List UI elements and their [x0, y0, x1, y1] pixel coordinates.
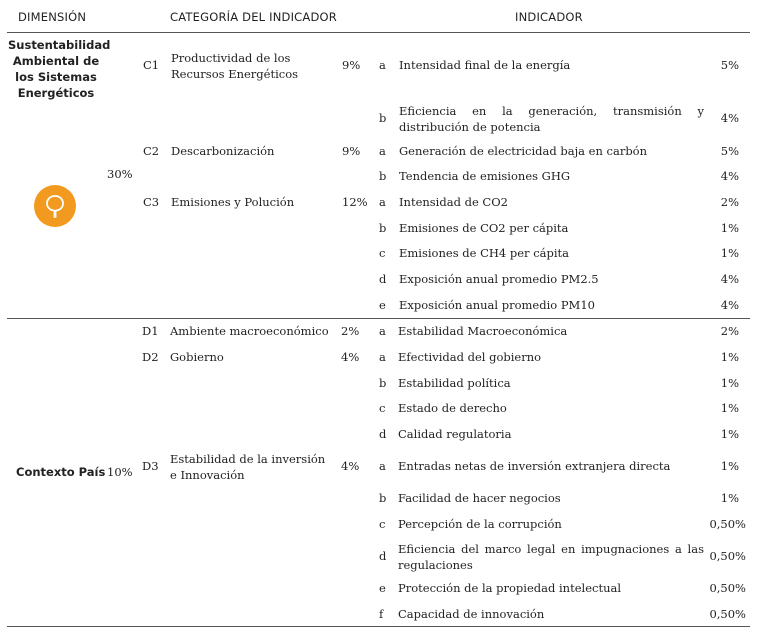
- indicator-letter: b: [379, 221, 387, 235]
- category-code: D2: [142, 350, 159, 364]
- category-name: Ambiente macroeconómico: [170, 324, 329, 338]
- indicator-weight: 4%: [720, 169, 739, 183]
- indicator-name: Tendencia de emisiones GHG: [399, 169, 571, 183]
- indicator-name: Facilidad de hacer negocios: [398, 491, 561, 505]
- indicator-letter: a: [379, 144, 386, 158]
- indicator-name: Generación de electricidad baja en carbón: [399, 144, 648, 158]
- indicator-name: Percepción de la corrupción: [398, 517, 562, 531]
- dimension-sustainability: Sustentabilidad Ambiental de los Sistemas Energéticos: [8, 38, 111, 100]
- indicator-letter: c: [379, 517, 386, 531]
- indicator-letter: b: [379, 376, 387, 390]
- indicator-letter: a: [379, 459, 386, 473]
- indicator-letter: b: [379, 111, 387, 125]
- indicator-weight: 5%: [720, 58, 739, 72]
- dimension-weight-sustainability: 30%: [107, 167, 133, 181]
- indicator-name: Exposición anual promedio PM2.5: [399, 272, 599, 286]
- indicator-letter: d: [379, 427, 387, 441]
- indicator-name: Estado de derecho: [398, 401, 507, 415]
- category-code: D1: [142, 324, 159, 338]
- indicator-name: Eficiencia del marco legal en impugnaciones a las regulaciones: [398, 542, 704, 572]
- indicator-letter: a: [379, 324, 386, 338]
- category-name: Estabilidad de la inversión e Innovación: [170, 452, 326, 482]
- indicator-weight: 5%: [720, 144, 739, 158]
- indicator-weight: 4%: [720, 298, 739, 312]
- indicator-weight: 1%: [720, 246, 739, 260]
- indicator-name: Estabilidad política: [398, 376, 511, 390]
- header-dimension: DIMENSIÓN: [18, 10, 87, 24]
- table-bottom-border: [7, 626, 750, 627]
- indicator-name: Eficiencia en la generación, transmisión y distribución de potencia: [399, 104, 704, 134]
- indicator-letter: a: [379, 58, 386, 72]
- indicator-name: Calidad regulatoria: [398, 427, 512, 441]
- dimension-weight-country-context: 10%: [107, 465, 133, 479]
- indicator-name: Protección de la propiedad intelectual: [398, 581, 622, 595]
- indicator-weight: 4%: [720, 272, 739, 286]
- category-weight: 9%: [342, 58, 361, 72]
- indicator-letter: c: [379, 246, 386, 260]
- category-code: C3: [143, 195, 160, 209]
- category-name: Emisiones y Polución: [171, 195, 295, 209]
- indicator-letter: e: [379, 581, 386, 595]
- indicator-name: Intensidad de CO2: [399, 195, 508, 209]
- indicator-weight: 0,50%: [709, 607, 746, 621]
- indicator-letter: c: [379, 401, 386, 415]
- indicator-letter: e: [379, 298, 386, 312]
- indicator-name: Exposición anual promedio PM10: [399, 298, 595, 312]
- indicator-name: Emisiones de CO2 per cápita: [399, 221, 569, 235]
- indicator-weight: 1%: [720, 350, 739, 364]
- indicator-weight: 1%: [720, 459, 739, 473]
- indicator-letter: d: [379, 272, 387, 286]
- indicator-letter: a: [379, 195, 386, 209]
- category-weight: 12%: [342, 195, 368, 209]
- indicator-weight: 1%: [720, 376, 739, 390]
- indicator-name: Emisiones de CH4 per cápita: [399, 246, 570, 260]
- indicator-weight: 1%: [720, 491, 739, 505]
- tree-icon: [34, 185, 76, 227]
- indicator-letter: a: [379, 350, 386, 364]
- category-name: Descarbonización: [171, 144, 275, 158]
- category-name: Productividad de los Recursos Energéticos: [171, 51, 299, 81]
- indicator-letter: b: [379, 169, 387, 183]
- category-code: C1: [143, 58, 160, 72]
- indicator-letter: f: [379, 607, 384, 621]
- indicator-weight: 2%: [720, 324, 739, 338]
- header-divider: [7, 32, 750, 33]
- indicator-letter: d: [379, 549, 387, 563]
- category-name: Gobierno: [170, 350, 224, 364]
- category-code: C2: [143, 144, 160, 158]
- indicator-name: Intensidad final de la energía: [399, 58, 571, 72]
- indicator-weight: 1%: [720, 221, 739, 235]
- header-indicator: INDICADOR: [515, 10, 583, 24]
- indicator-weight: 4%: [720, 111, 739, 125]
- indicator-weight: 1%: [720, 427, 739, 441]
- section-divider: [7, 318, 750, 319]
- indicator-name: Estabilidad Macroeconómica: [398, 324, 568, 338]
- indicator-weight: 0,50%: [709, 549, 746, 563]
- indicator-name: Efectividad del gobierno: [398, 350, 542, 364]
- dimension-country-context: Contexto País: [16, 465, 106, 479]
- indicator-weight: 1%: [720, 401, 739, 415]
- indicator-name: Entradas netas de inversión extranjera directa: [398, 459, 671, 473]
- category-code: D3: [142, 459, 159, 473]
- header-category: CATEGORÍA DEL INDICADOR: [170, 10, 337, 24]
- indicator-letter: b: [379, 491, 387, 505]
- category-weight: 4%: [341, 459, 360, 473]
- indicator-weight: 0,50%: [709, 517, 746, 531]
- category-weight: 4%: [341, 350, 360, 364]
- indicator-weight: 2%: [720, 195, 739, 209]
- category-weight: 9%: [342, 144, 361, 158]
- indicator-name: Capacidad de innovación: [398, 607, 545, 621]
- indicator-weight: 0,50%: [709, 581, 746, 595]
- category-weight: 2%: [341, 324, 360, 338]
